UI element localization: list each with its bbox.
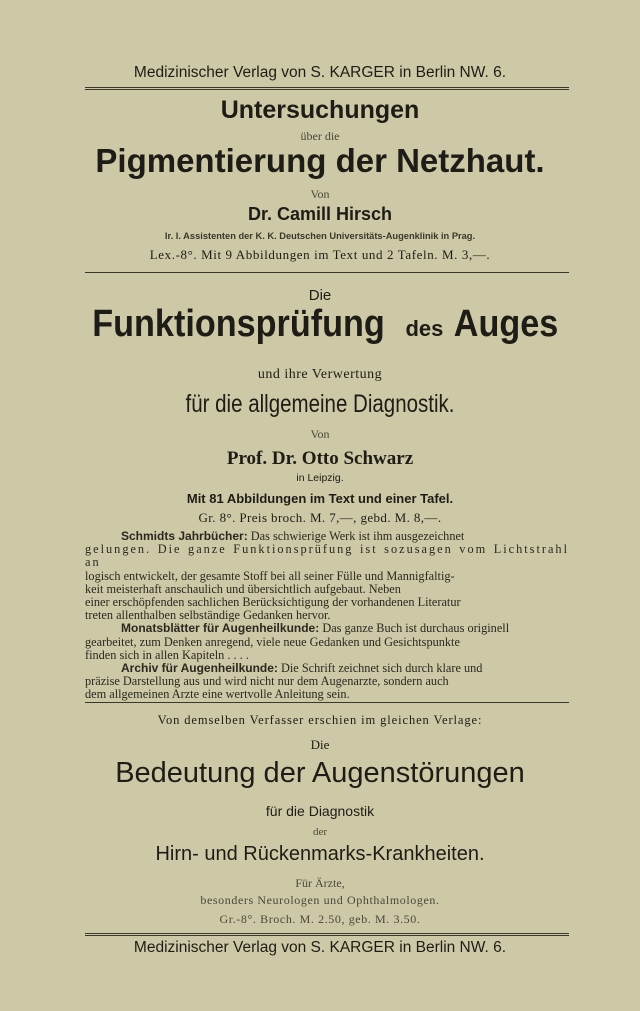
book2-illustrations: Mit 81 Abbildungen im Text und einer Tafel.: [186, 491, 454, 506]
book2-title: [0, 303, 640, 346]
book2-subtitle1: und ihre Verwertung: [257, 367, 383, 382]
review-line: präzise Darstellung aus und wird nicht nur dem Augenarzte, sondern auch: [85, 674, 449, 689]
review-line: Monatsblätter für Augenheilkunde: Das ganze Buch ist durchaus originell: [121, 621, 510, 636]
review-line: gearbeitet, zum Denken anregend, viele neue Gedanken und Gesichtspunkte: [85, 634, 460, 649]
review-line: treten allenthalben selbständige Gedanken hervor.: [85, 608, 331, 623]
publisher-footer: Medizinischer Verlag von S. KARGER in Berlin NW. 6.: [133, 939, 507, 956]
review-line: logisch entwickelt, der gesamte Stoff bei all seiner Fülle und Mannigfaltig-: [85, 568, 455, 583]
review-source: Monatsblätter für Augenheilkunde:: [121, 621, 320, 636]
book2-title-des: des: [405, 316, 444, 341]
review-source: Archiv für Augenheilkunde:: [121, 661, 278, 676]
review-line: Archiv für Augenheilkunde: Die Schrift zeichnet sich durch klare und: [121, 661, 483, 676]
book1-title-line2: Pigmentierung der Netzhaut.: [95, 142, 545, 179]
book1-by: Von: [310, 187, 330, 201]
same-author-note: Von demselben Verfasser erschien im gleichen Verlage:: [157, 713, 483, 727]
book1-details: Lex.-8°. Mit 9 Abbildungen im Text und 2 Tafeln. M. 3,—.: [149, 247, 491, 262]
review-line: Schmidts Jahrbücher: Das schwierige Werk ist ihm ausgezeichnet: [121, 529, 465, 543]
book3-article: Die: [310, 737, 330, 752]
book1-conjunction: über die: [300, 129, 340, 143]
review-source: Schmidts Jahrbücher:: [121, 529, 248, 543]
book2-author: Prof. Dr. Otto Schwarz: [226, 448, 414, 469]
book2-title-main: Funktionsprüfung: [92, 303, 385, 345]
review-line: keit meisterhaft anschaulich und übersichtlich aufgebaut. Neben: [85, 581, 401, 596]
header-rule: [85, 87, 569, 90]
divider-2: [85, 702, 569, 703]
book3-subtitle1: für die Diagnostik: [265, 803, 375, 819]
book3-audience2: besonders Neurologen und Ophthalmologen.: [200, 893, 440, 907]
book2-subtitle2: für die allgemeine Diagnostik.: [185, 390, 455, 418]
book1-author: Dr. Camill Hirsch: [247, 204, 393, 224]
reviews: [85, 530, 569, 702]
book1-affiliation: Ir. I. Assistenten der K. K. Deutschen Universitäts-Augenklinik in Prag.: [164, 231, 476, 241]
book3-title: Bedeutung der Augenstörungen: [115, 757, 525, 789]
book3-subtitle2: Hirn- und Rückenmarks-Krankheiten.: [155, 843, 485, 865]
book2-by: Von: [310, 427, 330, 441]
book2-place: in Leipzig.: [296, 472, 344, 484]
review-line: einer erschöpfenden sachlichen Berücksichtigung der vorhandenen Literatur: [85, 595, 461, 610]
book3-details: Gr.-8°. Broch. M. 2.50, geb. M. 3.50.: [219, 912, 421, 926]
book2-details: Gr. 8°. Preis broch. M. 7,—, gebd. M. 8,—.: [198, 510, 442, 525]
publisher-header: Medizinischer Verlag von S. KARGER in Berlin NW. 6.: [133, 64, 507, 81]
divider-1: [85, 272, 569, 273]
book2-article: Die: [308, 287, 332, 304]
review-line: gelungen. Die ganze Funktionsprüfung ist sozusagen vom Lichtstrahl an: [85, 542, 569, 570]
book2-title-end: Auges: [453, 303, 559, 345]
footer-rule: [85, 933, 569, 936]
review-line: dem allgemeinen Arzte eine wertvolle Anleitung sein.: [85, 687, 350, 702]
book3-audience1: Für Ärzte,: [295, 876, 345, 890]
book1-title-line1: Untersuchungen: [220, 96, 420, 124]
review-line: finden sich in allen Kapiteln . . . .: [85, 647, 249, 662]
book3-conjunction: der: [312, 826, 328, 838]
